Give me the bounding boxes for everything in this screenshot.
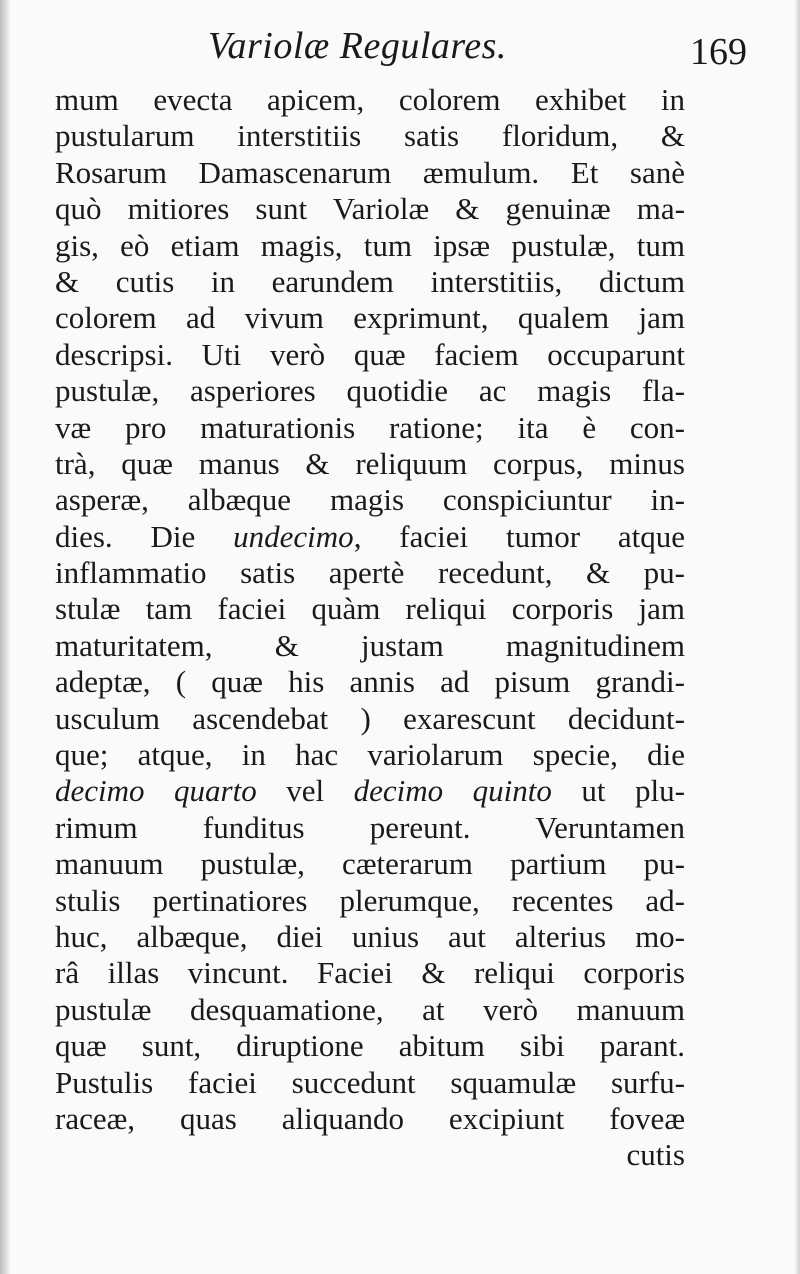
text-line bbox=[55, 264, 685, 300]
text-line bbox=[55, 446, 685, 482]
text-segment: Rosarum Damascenarum æmulum. Et sanè bbox=[55, 154, 685, 190]
text-segment: dies. Die bbox=[55, 518, 234, 554]
text-line bbox=[55, 228, 685, 264]
italic-term: decimo quinto bbox=[353, 773, 552, 809]
text-segment: manuum pustulæ, cæterarum partium pu- bbox=[55, 846, 685, 882]
text-line bbox=[55, 628, 685, 664]
text-segment: adeptæ, ( quæ his annis ad pisum grandi- bbox=[55, 664, 685, 700]
text-segment: quò mitiores sunt Variolæ & genuinæ ma- bbox=[55, 191, 685, 227]
text-segment: væ pro maturationis ratione; ita è con- bbox=[55, 409, 685, 445]
text-segment: & cutis in earundem interstitiis, dictum bbox=[55, 263, 685, 299]
text-line bbox=[55, 883, 685, 919]
text-line bbox=[55, 1101, 685, 1137]
text-segment: pustulæ, asperiores quotidie ac magis fla- bbox=[55, 373, 685, 409]
text-line bbox=[55, 992, 685, 1028]
text-line bbox=[55, 1065, 685, 1101]
text-line bbox=[55, 410, 685, 446]
italic-term: undecimo bbox=[233, 518, 354, 554]
text-segment: raceæ, quas aliquando excipiunt foveæ bbox=[55, 1100, 685, 1136]
text-segment: asperæ, albæque magis conspiciuntur in- bbox=[55, 482, 685, 518]
text-segment: colorem ad vivum exprimunt, qualem jam bbox=[55, 300, 685, 336]
text-line bbox=[55, 373, 685, 409]
text-segment: pustulæ desquamatione, at verò manuum bbox=[55, 991, 685, 1027]
text-line bbox=[55, 701, 685, 737]
text-segment: gis, eò etiam magis, tum ipsæ pustulæ, tum bbox=[55, 227, 685, 263]
text-segment: stulæ tam faciei quàm reliqui corporis jam bbox=[55, 591, 685, 627]
text-segment: descripsi. Uti verò quæ faciem occuparunt bbox=[55, 336, 685, 372]
text-line bbox=[55, 773, 685, 809]
text-segment: , faciei tumor atque bbox=[353, 518, 685, 554]
text-line bbox=[55, 555, 685, 591]
text-line bbox=[55, 482, 685, 518]
text-segment: Pustulis faciei succedunt squamulæ surfu- bbox=[55, 1064, 685, 1100]
text-segment: que; atque, in hac variolarum specie, die bbox=[55, 737, 685, 773]
text-line bbox=[55, 919, 685, 955]
body-text bbox=[55, 82, 685, 1174]
text-segment: mum evecta apicem, colorem exhibet in bbox=[55, 82, 685, 117]
italic-term: decimo quarto bbox=[55, 773, 257, 809]
text-segment: trà, quæ manus & reliquum corpus, minus bbox=[55, 445, 685, 481]
text-line bbox=[55, 810, 685, 846]
text-segment: huc, albæque, diei unius aut alterius mo- bbox=[55, 918, 685, 954]
text-segment: vel bbox=[256, 773, 354, 809]
page-edge-left bbox=[0, 0, 10, 1274]
text-segment: râ illas vincunt. Faciei & reliqui corporis bbox=[55, 955, 685, 991]
text-line bbox=[55, 191, 685, 227]
text-segment: quæ sunt, diruptione abitum sibi parant. bbox=[55, 1028, 685, 1064]
text-line bbox=[55, 337, 685, 373]
text-segment: rimum funditus pereunt. Veruntamen bbox=[55, 809, 685, 845]
page-number: 169 bbox=[690, 31, 747, 73]
text-line bbox=[55, 118, 685, 154]
text-line bbox=[55, 519, 685, 555]
text-line bbox=[55, 664, 685, 700]
text-line bbox=[55, 591, 685, 627]
page-edge-right bbox=[794, 0, 800, 1274]
text-line bbox=[55, 82, 685, 118]
text-segment: pustularum interstitiis satis floridum, & bbox=[55, 118, 685, 154]
text-line bbox=[55, 300, 685, 336]
text-segment: stulis pertinatiores plerumque, recentes ad- bbox=[55, 882, 685, 918]
text-line bbox=[55, 955, 685, 991]
text-line bbox=[55, 737, 685, 773]
catchword: cutis bbox=[626, 1137, 685, 1173]
text-line bbox=[55, 846, 685, 882]
text-segment: usculum ascendebat ) exarescunt decidunt- bbox=[55, 700, 685, 736]
running-head bbox=[0, 18, 800, 78]
text-segment: inflammatio satis apertè recedunt, & pu- bbox=[55, 555, 685, 591]
text-line bbox=[55, 155, 685, 191]
text-segment: ut plu- bbox=[551, 773, 685, 809]
text-segment: maturitatem, & justam magnitudinem bbox=[55, 627, 685, 663]
running-title: Variolæ Regulares. bbox=[208, 25, 507, 67]
text-line bbox=[55, 1028, 685, 1064]
